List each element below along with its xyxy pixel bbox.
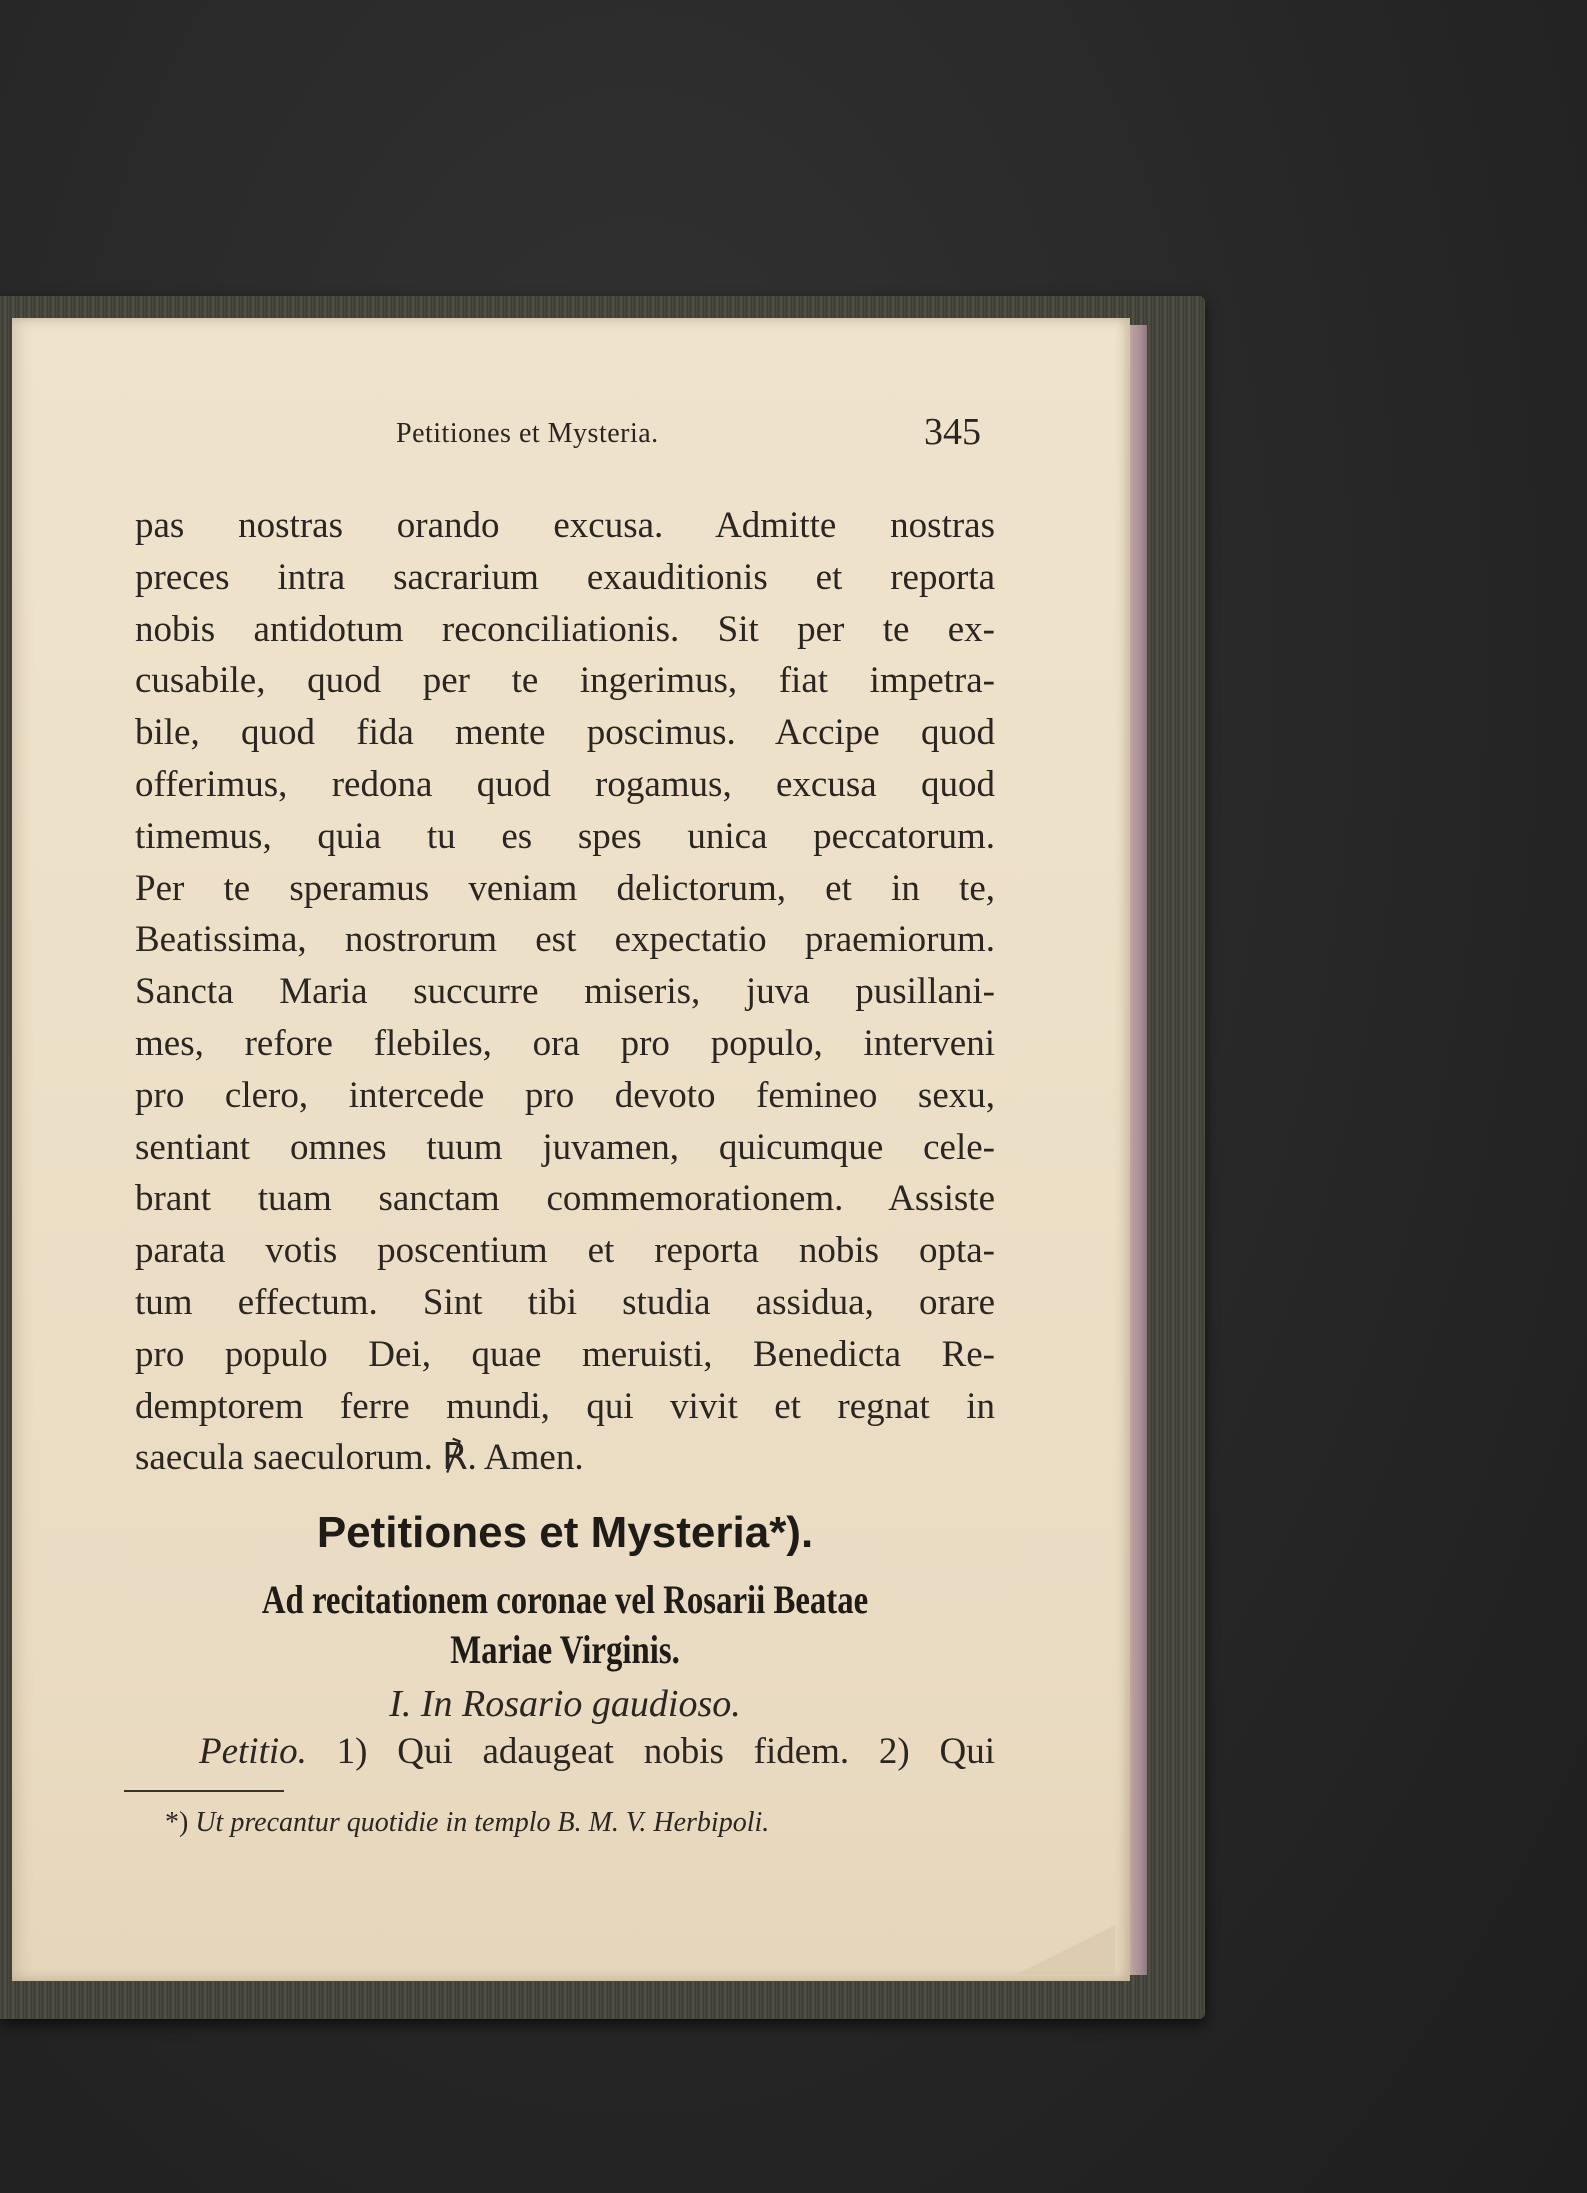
petitio-line xyxy=(135,1730,995,1773)
text-line: preces intra sacrarium exauditionis et reporta xyxy=(135,556,995,598)
text-line: pro populo Dei, quae meruisti, Benedicta Re- xyxy=(135,1333,995,1375)
text-line: cusabile, quod per te ingerimus, fiat impetra- xyxy=(135,660,995,702)
running-title: Petitiones et Mysteria. xyxy=(396,418,659,449)
text-line: Per te speramus veniam delictorum, et in te, xyxy=(135,867,995,909)
page-number: 345 xyxy=(924,411,981,453)
page-corner-fold xyxy=(1015,1925,1115,1975)
footnote-rule xyxy=(124,1790,284,1792)
text-line: brant tuam sanctam commemorationem. Assiste xyxy=(135,1178,995,1220)
footnote xyxy=(165,1807,995,1839)
petitio-text: 1) Qui adaugeat nobis fidem. 2) Qui xyxy=(336,1731,995,1772)
subheading-line: Ad recitationem coronae vel Rosarii Beatae xyxy=(261,1577,869,1622)
text-line: offerimus, redona quod rogamus, excusa quod xyxy=(135,763,995,805)
text-line: bile, quod fida mente poscimus. Accipe quod xyxy=(135,712,995,754)
text-line: Beatissima, nostrorum est expectatio praemiorum. xyxy=(135,919,995,961)
text-line: sentiant omnes tuum juvamen, quicumque cele- xyxy=(135,1126,995,1168)
footnote-text: Ut precantur quotidie in templo B. M. V. Herbipoli. xyxy=(195,1807,770,1838)
text-line: Sancta Maria succurre miseris, juva pusillani- xyxy=(135,971,995,1013)
text-line: mes, refore flebiles, ora pro populo, interveni xyxy=(135,1022,995,1064)
footnote-mark: *) xyxy=(165,1807,189,1838)
section-heading: Petitiones et Mysteria*). xyxy=(316,1508,814,1557)
text-line: demptorem ferre mundi, qui vivit et regnat in xyxy=(135,1385,995,1427)
subheading-line: Mariae Virginis. xyxy=(450,1627,680,1672)
text-line: saecula saeculorum. ℟. Amen. xyxy=(135,1437,584,1479)
body-text xyxy=(135,500,995,1484)
text-line: timemus, quia tu es spes unica peccatorum. xyxy=(135,815,995,857)
text-line: pas nostras orando excusa. Admitte nostras xyxy=(135,505,995,546)
section-subheading xyxy=(212,1575,917,1675)
petitio-label: Petitio. xyxy=(199,1731,307,1772)
text-line: pro clero, intercede pro devoto femineo sexu, xyxy=(135,1074,995,1116)
text-line: tum effectum. Sint tibi studia assidua, orare xyxy=(135,1281,995,1323)
rosary-section-title: I. In Rosario gaudioso. xyxy=(389,1683,741,1725)
text-line: parata votis poscentium et reporta nobis opta- xyxy=(135,1230,995,1272)
text-line: nobis antidotum reconciliationis. Sit per te ex- xyxy=(135,608,995,650)
